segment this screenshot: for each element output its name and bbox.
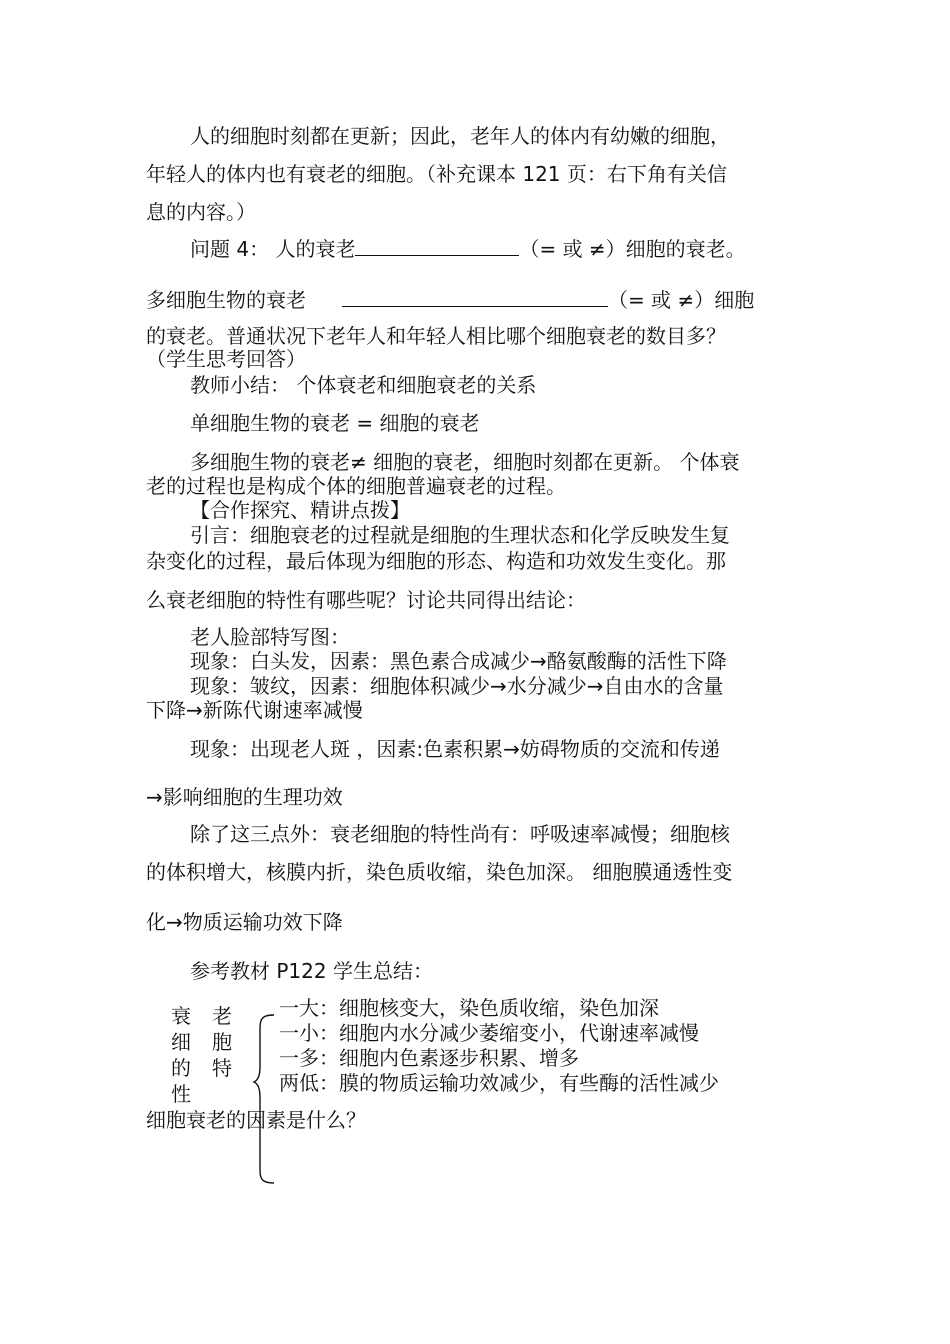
question4-line-4: （学生思考回答） xyxy=(146,347,306,371)
explore-intro-line-3: 么衰老细胞的特性有哪些呢？讨论共同得出结论： xyxy=(146,588,586,612)
phenomenon-1: 现象：白头发，因素：黑色素合成减少→酪氨酸酶的活性下降 xyxy=(190,649,727,673)
feature-label-char: 细 xyxy=(171,1030,191,1054)
other-features-line-1: 除了这三点外：衰老细胞的特性尚有：呼吸速率减慢；细胞核 xyxy=(190,822,730,846)
feature-label-char: 胞 xyxy=(212,1030,232,1054)
cause-question: 细胞衰老的因素是什么？ xyxy=(146,1108,366,1132)
other-features-line-3: 化→物质运输功效下降 xyxy=(146,910,343,934)
question4-line-2 xyxy=(146,288,754,312)
question4-prefix: 问题 4： 人的衰老 xyxy=(190,237,356,261)
question4-line2-prefix: 多细胞生物的衰老 xyxy=(146,288,306,312)
phenomenon-2-line-1: 现象：皱纹，因素：细胞体积减少→水分减少→自由水的含量 xyxy=(190,674,724,698)
feature-item-1: 一大：细胞核变大，染色质收缩，染色加深 xyxy=(279,996,659,1020)
explore-intro-line-2: 杂变化的过程，最后体现为细胞的形态、构造和功效发生变化。那 xyxy=(146,549,726,573)
other-features-line-2: 的体积增大，核膜内折，染色质收缩，染色加深。 细胞膜通透性变 xyxy=(146,860,733,884)
question4-line2-suffix: （= 或 ≠）细胞 xyxy=(608,288,755,312)
feature-item-4: 两低：膜的物质运输功效减少，有些酶的活性减少 xyxy=(279,1071,719,1095)
question4-line-3: 的衰老。普通状况下老年人和年轻人相比哪个细胞衰老的数目多？ xyxy=(146,324,726,348)
feature-label-char: 的 xyxy=(171,1056,191,1080)
summary-multi-line-2: 老的过程也是构成个体的细胞普遍衰老的过程。 xyxy=(146,474,566,498)
phenomenon-2-line-2: 下降→新陈代谢速率减慢 xyxy=(146,698,363,722)
question4-line-1 xyxy=(190,237,746,261)
feature-item-2: 一小：细胞内水分减少萎缩变小，代谢速率减慢 xyxy=(279,1021,699,1045)
summary-multi-line-1: 多细胞生物的衰老≠ 细胞的衰老，细胞时刻都在更新。 个体衰 xyxy=(190,450,740,474)
question4-suffix: （= 或 ≠）细胞的衰老。 xyxy=(519,237,746,261)
feature-label-char: 性 xyxy=(171,1082,191,1106)
feature-item-3: 一多：细胞内色素逐步积累、增多 xyxy=(279,1046,579,1070)
face-caption: 老人脸部特写图： xyxy=(190,625,350,649)
intro-line-1: 人的细胞时刻都在更新；因此，老年人的体内有幼嫩的细胞， xyxy=(190,124,730,148)
answer-blank-1[interactable] xyxy=(355,237,519,256)
intro-line-2: 年轻人的体内也有衰老的细胞。（补充课本 121 页：右下角有关信 xyxy=(146,162,727,186)
phenomenon-3-line-1: 现象：出现老人斑 ，因素:色素积累→妨碍物质的交流和传递 xyxy=(190,737,720,761)
answer-blank-2[interactable] xyxy=(342,288,608,307)
explore-heading: 【合作探究、精讲点拨】 xyxy=(190,498,410,522)
explore-intro-line-1: 引言：细胞衰老的过程就是细胞的生理状态和化学反映发生复 xyxy=(190,523,730,547)
phenomenon-3-line-2: →影响细胞的生理功效 xyxy=(146,785,343,809)
feature-label-char: 衰 xyxy=(171,1004,191,1028)
summary-single: 单细胞生物的衰老 = 细胞的衰老 xyxy=(190,411,480,435)
reference-note: 参考教材 P122 学生总结： xyxy=(190,959,433,983)
intro-line-3: 息的内容。） xyxy=(146,200,256,224)
curly-brace-icon xyxy=(252,1012,282,1187)
feature-label-char: 特 xyxy=(212,1056,232,1080)
summary-title: 教师小结： 个体衰老和细胞衰老的关系 xyxy=(190,373,537,397)
feature-label-char: 老 xyxy=(212,1004,232,1028)
